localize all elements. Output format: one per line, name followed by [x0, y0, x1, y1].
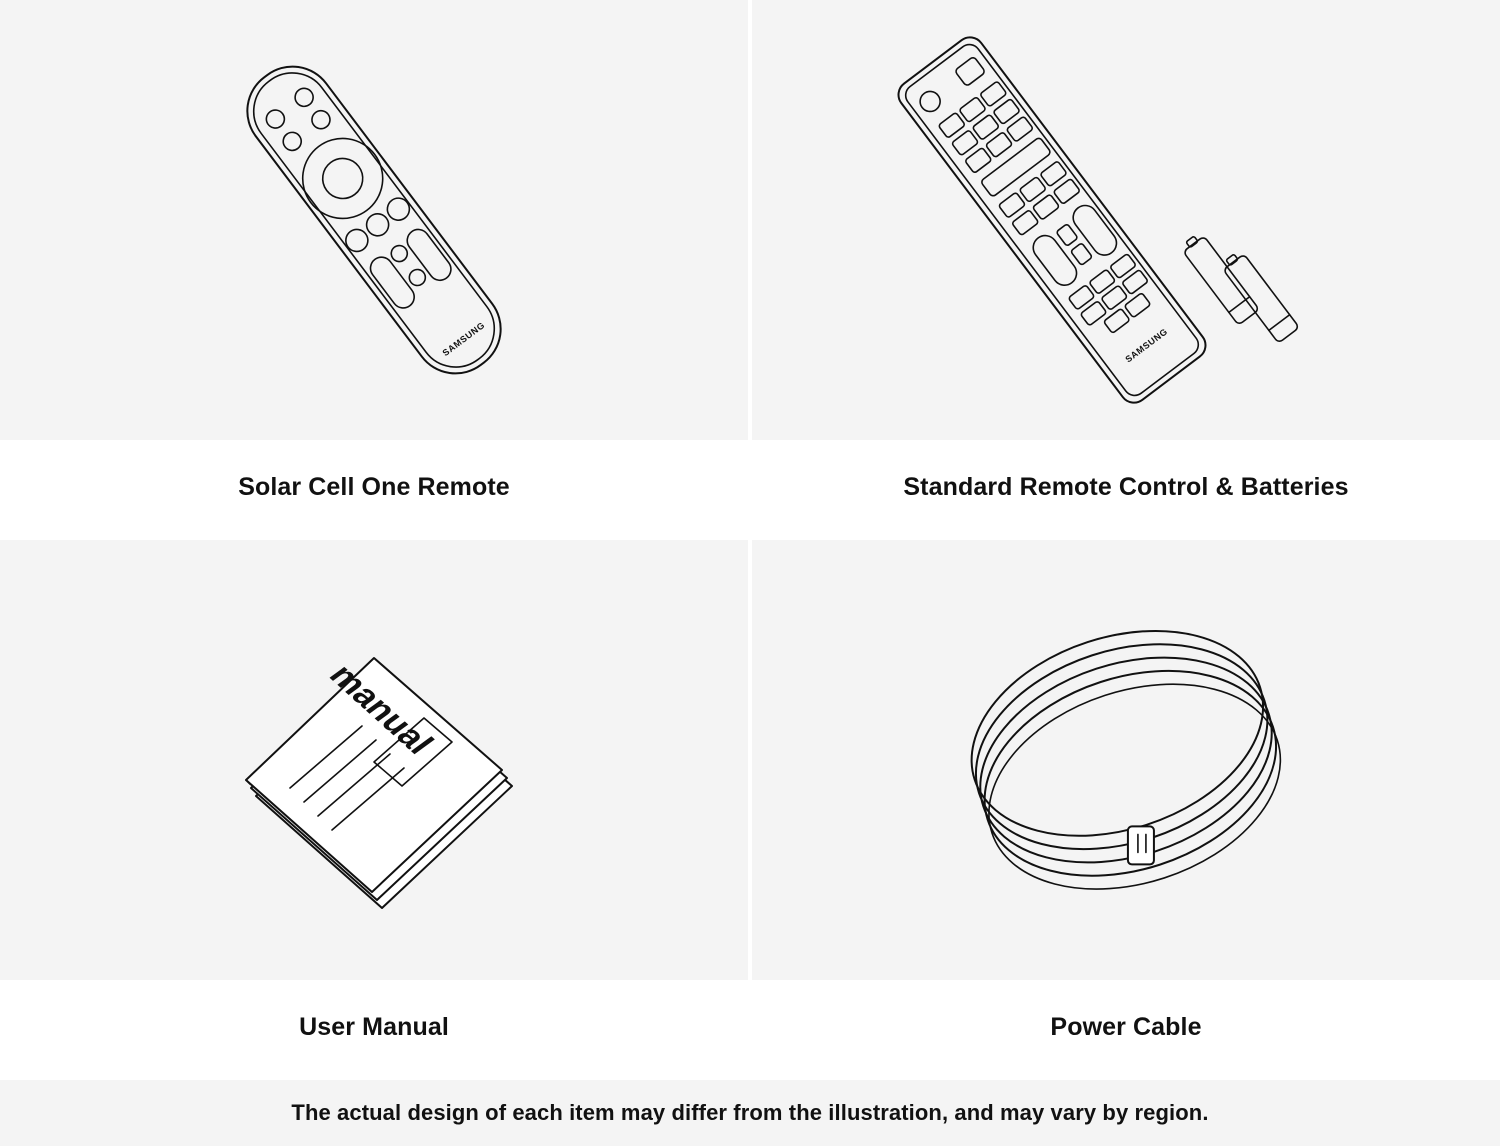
power-cable-icon	[752, 540, 1500, 980]
manual-cover-word: manual	[321, 658, 441, 761]
disclaimer-text: The actual design of each item may differ from the illustration, and may vary by region.	[291, 1100, 1209, 1125]
item-caption: User Manual	[0, 980, 748, 1068]
item-card-standard-remote-and-batteries	[752, 0, 1500, 528]
item-card-power-cable	[752, 540, 1500, 1068]
item-card-solar-cell-one-remote	[0, 0, 748, 528]
row-gap	[0, 528, 1500, 540]
disclaimer-bar	[0, 1080, 1500, 1146]
item-caption: Solar Cell One Remote	[0, 440, 748, 528]
item-card-user-manual	[0, 540, 748, 1068]
solar-cell-one-remote-icon	[0, 0, 748, 440]
user-manual-icon	[0, 540, 748, 980]
item-caption: Power Cable	[752, 980, 1500, 1068]
item-caption: Standard Remote Control & Batteries	[752, 440, 1500, 528]
user-manual-art-panel	[0, 540, 748, 980]
remote-brand-label: SAMSUNG	[440, 319, 487, 359]
remote-brand-label: SAMSUNG	[1123, 326, 1170, 365]
standard-remote-and-batteries-art-panel	[752, 0, 1500, 440]
standard-remote-and-batteries-icon	[752, 0, 1500, 440]
solar-cell-one-remote-art-panel	[0, 0, 748, 440]
power-cable-art-panel	[752, 540, 1500, 980]
